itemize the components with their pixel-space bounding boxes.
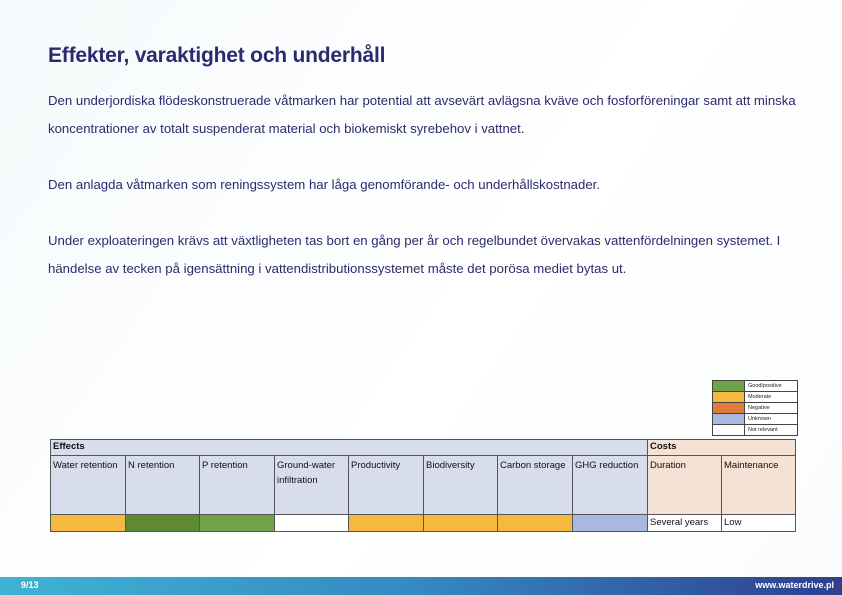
legend-swatch [713,414,745,424]
legend-swatch [713,403,745,413]
legend-swatch [713,392,745,402]
effects-header: Effects [51,440,648,456]
website-link[interactable]: www.waterdrive.pl [755,580,834,590]
legend-label: Moderate [748,394,772,400]
legend-item [713,403,797,414]
effect-column-header: P retention [200,456,275,515]
effect-column-header: Water retention [51,456,126,515]
effect-status-cell [573,515,648,532]
legend-item [713,381,797,392]
effect-status-cell [275,515,349,532]
effect-column-header: Carbon storage [498,456,573,515]
color-legend [712,380,798,436]
legend-item [713,425,797,436]
legend-label: Unknown [748,416,771,422]
duration-value: Several years [648,515,722,532]
legend-swatch [713,381,745,391]
page-title: Effekter, varaktighet och underhåll [48,44,386,67]
effect-status-cell [424,515,498,532]
paragraph-costs: Den anlagda våtmarken som reningssystem har låga genomförande- och underhållskostnader. [48,177,600,192]
cost-column-header: Maintenance [722,456,796,515]
effect-column-header: Biodiversity [424,456,498,515]
effect-status-cell [51,515,126,532]
paragraph-nutrient-removal: Den underjordiska flödeskonstruerade våtmarken har potential att avsevärt avlägsna kväve och fosforföreningar samt att minska koncentrationer av totalt suspenderat material och biokemiskt syrebehov i vattnet. [48,93,796,136]
legend-label: Not relevant [748,427,778,433]
effect-status-cell [126,515,200,532]
effect-status-cell [349,515,424,532]
effect-column-header: Productivity [349,456,424,515]
legend-label: Negative [748,405,770,411]
effect-column-header: N retention [126,456,200,515]
page-number: 9/13 [21,580,39,590]
effects-costs-table [50,439,796,532]
effect-status-cell [200,515,275,532]
footer-bar [0,577,842,595]
costs-header: Costs [648,440,796,456]
legend-label: Good/positive [748,383,782,389]
legend-item [713,414,797,425]
legend-item [713,392,797,403]
paragraph-maintenance: Under exploateringen krävs att växtligheten tas bort en gång per år och regelbundet övervakas vattenfördelningen systemet. I händelse av tecken på igensättning i vattendistributionssystemet måste det porösa mediet bytas ut. [48,233,781,276]
maintenance-value: Low [722,515,796,532]
legend-swatch [713,425,745,435]
effect-status-cell [498,515,573,532]
effect-column-header: Ground-water infiltration [275,456,349,515]
effect-column-header: GHG reduction [573,456,648,515]
cost-column-header: Duration [648,456,722,515]
